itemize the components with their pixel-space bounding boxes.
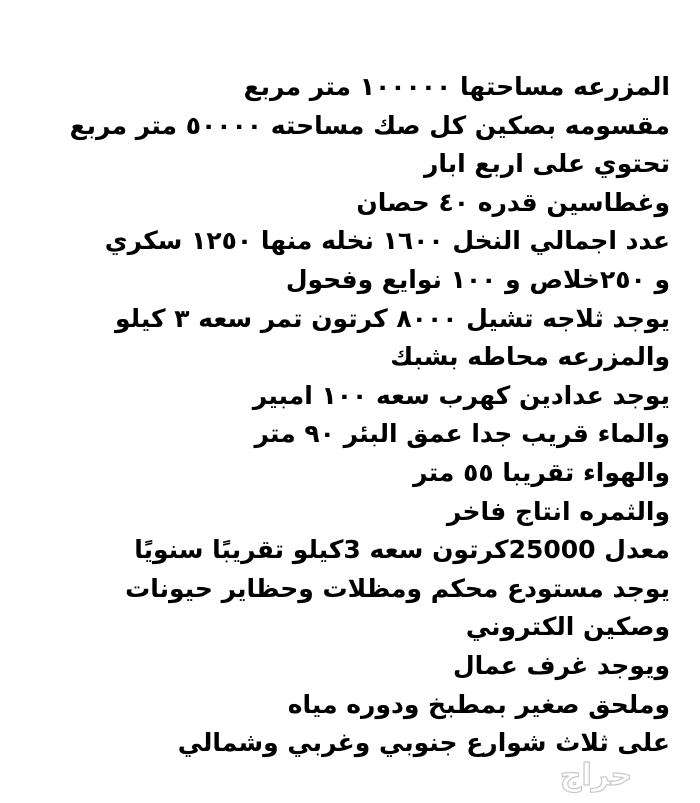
watermark-text: حراج <box>559 757 633 793</box>
text-line: والمزرعه محاطه بشبك <box>390 342 670 372</box>
listing-text <box>70 68 670 763</box>
text-line: والثمره انتاج فاخر <box>446 496 670 526</box>
text-line: والهواء تقريبا ٥٥ متر <box>413 457 670 487</box>
text-line: المزرعه مساحتها ١٠٠٠٠٠ متر مربع <box>243 72 670 101</box>
haraj-watermark-logo <box>526 756 666 794</box>
text-line: وصكين الكتروني <box>465 612 670 642</box>
text-line: على ثلاث شوارع جنوبي وغربي وشمالي <box>177 728 670 758</box>
text-line: يوجد مستودع محكم ومظلات وحظاير حيونات <box>125 573 670 603</box>
text-line: عدد اجمالي النخل ١٦٠٠ نخله منها ١٢٥٠ سكري <box>104 226 670 256</box>
text-line: و ٢٥٠خلاص و ١٠٠ نوايع وفحول <box>285 264 670 294</box>
text-line: وغطاسين قدره ٤٠ حصان <box>356 187 670 217</box>
text-line: معدل 25000كرتون سعه 3كيلو تقريبًا سنويًا <box>134 535 670 565</box>
text-line: يوجد عدادين كهرب سعه ١٠٠ امبير <box>252 380 670 410</box>
text-line: ويوجد غرف عمال <box>452 650 670 680</box>
text-line: والماء قريب جدا عمق البئر ٩٠ متر <box>254 419 670 449</box>
text-line: تحتوي على اربع ابار <box>423 149 670 179</box>
text-line: يوجد ثلاجه تشيل ٨٠٠٠ كرتون تمر سعه ٣ كيلو <box>114 303 670 333</box>
text-line: مقسومه بصكين كل صك مساحته ٥٠٠٠٠ متر مربع <box>69 110 670 140</box>
text-line: وملحق صغير بمطبخ ودوره مياه <box>287 689 670 719</box>
